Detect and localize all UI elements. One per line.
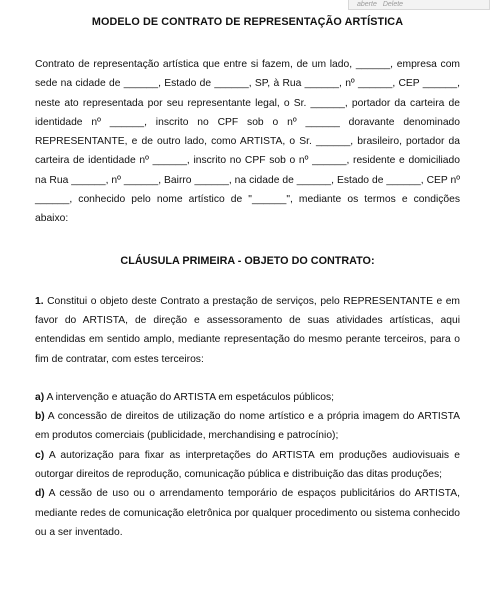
item-b xyxy=(35,407,460,446)
item-one-number: 1. xyxy=(35,295,44,307)
item-d-letter: d) xyxy=(35,488,45,500)
intro-paragraph: Contrato de representação artística que entre si fazem, de um lado, ______, empresa com sede na cidade de ______, Estado de ______, SP, à Rua ______, nº ______, CEP ______, neste ato representada por seu representante legal, o Sr. ______, portador da carteira de identidade nº ______, inscrito no CPF sob o nº ______ doravante denominado REPRESENTANTE, e de outro lado, como ARTISTA, o Sr. ______, brasileiro, portador da carteira de identidade nº ______, inscrito no CPF sob o nº ______, residente e domiciliado na Rua ______, nº ______, Bairro ______, na cidade de ______, Estado de ______, CEP nº ______, conhecido pelo nome artístico de "______", mediante os termos e condições abaixo: xyxy=(35,59,460,225)
clause-one-title: CLÁUSULA PRIMEIRA - OBJETO DO CONTRATO: xyxy=(120,254,375,267)
item-one-text: Constitui o objeto deste Contrato a prestação de serviços, pelo REPRESENTANTE e em favor do ARTISTA, de direção e assessoramento de suas atividades artísticas, aqui entendidas em sentido amplo, mediante representação do mesmo perante terceiros, para o fim de contratar, com estes terceiros: xyxy=(35,295,460,365)
delete-link[interactable]: Delete xyxy=(382,1,404,8)
item-d xyxy=(35,484,460,542)
item-d-text: A cessão de uso ou o arrendamento temporário de espaços publicitários do ARTISTA, mediante redes de comunicação eletrônica por qualquer procedimento ou sistema conhecido ou a ser inventado. xyxy=(35,488,460,538)
document-page xyxy=(35,16,460,542)
document-title: MODELO DE CONTRATO DE REPRESENTAÇÃO ARTÍSTICA xyxy=(91,16,404,28)
item-a-letter: a) xyxy=(35,391,45,403)
top-toolbar xyxy=(348,0,490,10)
item-c-letter: c) xyxy=(35,449,45,461)
item-b-letter: b) xyxy=(35,411,45,423)
item-a xyxy=(35,388,460,407)
item-c-text: A autorização para fixar as interpretações do ARTISTA em produções audiovisuais e outorgar direitos de reprodução, comunicação pública e distribuição das ditas produções; xyxy=(35,449,460,481)
item-c xyxy=(35,446,460,485)
item-a-text: A intervenção e atuação do ARTISTA em espetáculos públicos; xyxy=(44,391,334,403)
item-b-text: A concessão de direitos de utilização do nome artístico e a própria imagem do ARTISTA em produtos comerciais (publicidade, merchandising e patrocínio); xyxy=(35,411,460,442)
spacer xyxy=(35,369,460,388)
item-one-paragraph xyxy=(35,292,460,369)
open-link[interactable]: aberte xyxy=(357,1,377,8)
